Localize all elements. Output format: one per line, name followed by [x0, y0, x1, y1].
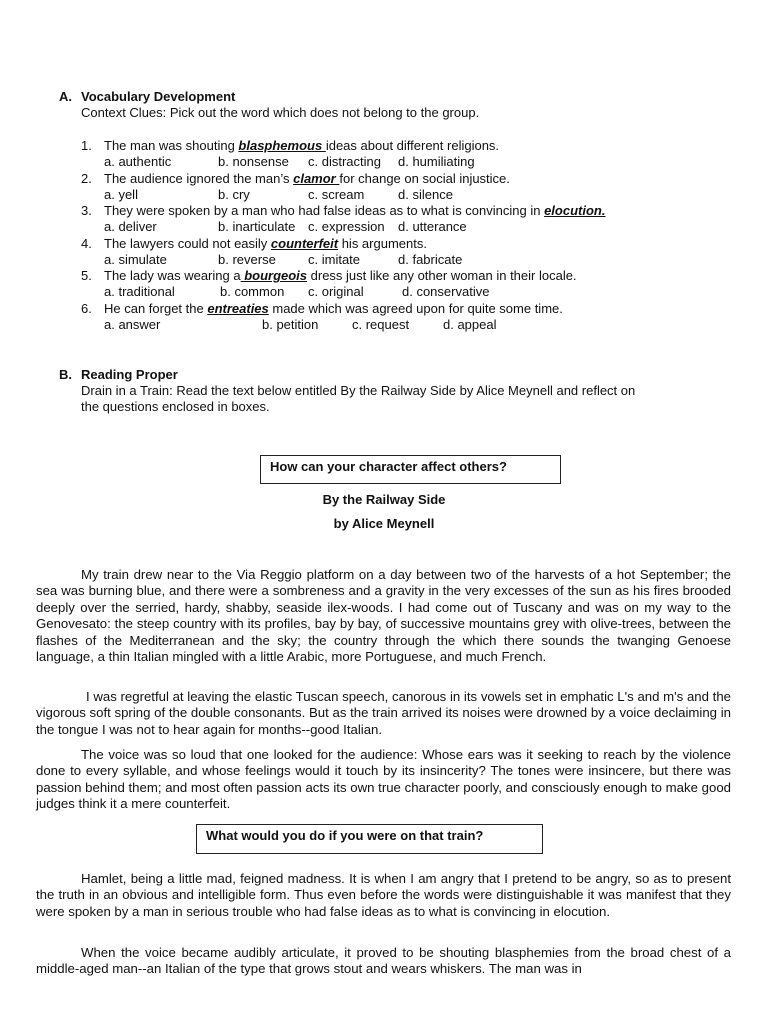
section-b-letter: B. [59, 367, 72, 382]
question-box-train [196, 824, 543, 854]
item-sentence-pre: He can forget the [104, 301, 208, 316]
story-title: By the Railway Side [322, 492, 446, 507]
item-option: c. request [352, 317, 410, 332]
story-paragraph-2: I was regretful at leaving the elastic Tuscan speech, canorous in its vowels set in emphatic L's and m's and the vigorous soft spring of the double consonants. But as the train arrived its noises were drowned by a voice declaiming in the tongue I was not to hear again for months--good Italian. [36, 689, 731, 737]
item-sentence-post: made which was agreed upon for quite some time. [268, 301, 563, 316]
item-option: a. traditional [104, 284, 175, 299]
item-option: c. imitate [308, 252, 361, 267]
item-option: d. appeal [443, 317, 497, 332]
item-option: a. deliver [104, 219, 157, 234]
item-option: c. scream [308, 187, 365, 202]
item-sentence [104, 236, 427, 252]
item-sentence-post: dress just like any other woman in their locale. [307, 268, 577, 283]
item-sentence-post: his arguments. [338, 236, 427, 251]
item-option: b. common [220, 284, 285, 299]
item-number: 2. [81, 171, 92, 186]
story-paragraph-5: When the voice became audibly articulate, it proved to be shouting blasphemies from the broad chest of a middle-aged man--an Italian of the type that grows stout and wears whiskers. The man was in [36, 945, 731, 977]
item-sentence-post: for change on social injustice. [339, 171, 510, 186]
item-keyword: counterfeit [270, 236, 339, 251]
section-b-title: Reading Proper [81, 367, 178, 382]
item-keyword: bourgeois [240, 268, 308, 283]
item-number: 4. [81, 236, 92, 251]
item-sentence [104, 171, 510, 187]
item-option: c. expression [308, 219, 385, 234]
story-paragraph-1: My train drew near to the Via Reggio platform on a day between two of the harvests of a hot September; the sea was burning blue, and there were a sombreness and a gravity in the very excesses of the sun as his fires brooded deeply over the serried, hardy, shabby, seaside ilex-woods. I had come out of Tuscany and was on my way to the Genovesato: the steep country with its profiles, bay by bay, of successive mountains grey with olive-trees, between the flashes of the Mediterranean and the sky; the country through the which there sounds the twanging Genoese language, a thin Italian mingled with a little Arabic, more Portuguese, and much French. [36, 567, 731, 665]
item-option: a. yell [104, 187, 138, 202]
item-sentence-post: ideas about different religions. [325, 138, 500, 153]
item-option: a. simulate [104, 252, 167, 267]
item-option: b. reverse [218, 252, 276, 267]
story-paragraph-3: The voice was so loud that one looked for the audience: Whose ears was it seeking to reach by the violence done to every syllable, and whose feelings would it touch by its insincerity? The tones were insincere, but there was passion behind them; and most often passion acts its own true character poorly, and consciously enough to make good judges think it a mere counterfeit. [36, 747, 731, 812]
item-number: 1. [81, 138, 92, 153]
section-a-letter: A. [59, 89, 72, 104]
question-box-character [260, 455, 561, 484]
story-paragraph-4: Hamlet, being a little mad, feigned madness. It is when I am angry that I pretend to be angry, so as to present the truth in an obvious and intelligible form. Thus even before the words were distinguishable it was manifest that they were spoken by a man in serious trouble who had false ideas as to what is convincing in elocution. [36, 871, 731, 919]
item-option: a. authentic [104, 154, 172, 169]
item-sentence-pre: The lawyers could not easily [104, 236, 271, 251]
item-option: d. humiliating [398, 154, 475, 169]
item-sentence [104, 301, 563, 317]
item-number: 5. [81, 268, 92, 283]
section-b-instruction-line1: Drain in a Train: Read the text below entitled By the Railway Side by Alice Meynell and reflect on [81, 383, 636, 398]
item-sentence [104, 138, 499, 154]
section-a-instruction: Context Clues: Pick out the word which does not belong to the group. [81, 105, 480, 120]
item-option: a. answer [104, 317, 161, 332]
item-keyword: entreaties [207, 301, 269, 316]
item-sentence [104, 268, 577, 284]
item-sentence-pre: The audience ignored the man’s [104, 171, 294, 186]
item-option: b. inarticulate [218, 219, 296, 234]
item-option: c. distracting [308, 154, 381, 169]
item-option: b. nonsense [218, 154, 289, 169]
story-author: by Alice Meynell [333, 516, 435, 531]
item-keyword: blasphemous [238, 138, 326, 153]
item-option: d. utterance [398, 219, 467, 234]
section-a-title: Vocabulary Development [81, 89, 236, 104]
item-option: b. cry [218, 187, 250, 202]
item-option: d. silence [398, 187, 453, 202]
question-box-train-text: What would you do if you were on that train? [206, 828, 484, 843]
item-sentence-pre: The man was shouting [104, 138, 239, 153]
item-number: 3. [81, 203, 92, 218]
item-keyword: clamor [293, 171, 340, 186]
question-box-character-text: How can your character affect others? [270, 459, 507, 474]
item-option: b. petition [262, 317, 319, 332]
item-keyword: elocution. [544, 203, 606, 218]
item-option: d. fabricate [398, 252, 463, 267]
item-option: c. original [308, 284, 364, 299]
item-sentence-pre: They were spoken by a man who had false ideas as to what is convincing in [104, 203, 545, 218]
section-b-instruction-line2: the questions enclosed in boxes. [81, 399, 270, 414]
item-option: d. conservative [402, 284, 490, 299]
item-sentence-pre: The lady was wearing a [104, 268, 241, 283]
item-sentence [104, 203, 605, 219]
item-number: 6. [81, 301, 92, 316]
